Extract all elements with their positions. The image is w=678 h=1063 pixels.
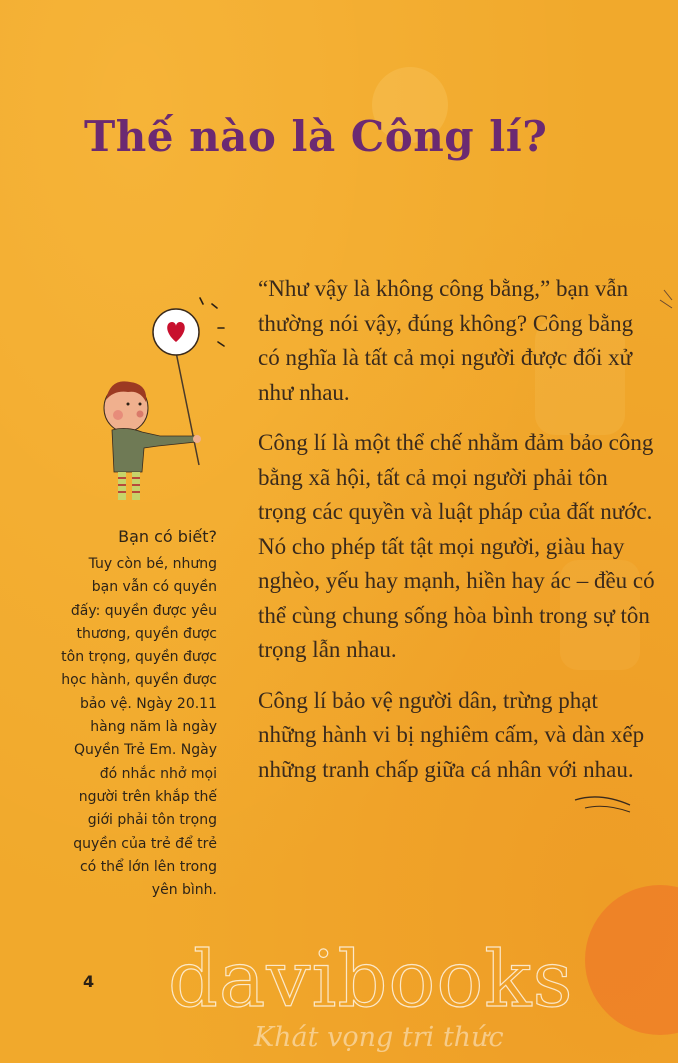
paragraph-intro: “Như vậy là không công bằng,” bạn vẫn thường nói vậy, đúng không? Công bằng có nghĩa là tất cả mọi người được đối xử như nhau.	[258, 276, 634, 405]
paragraph-justice-definition: Công lí là một thể chế nhằm đảm bảo công bằng xã hội, tất cả mọi người phải tôn trọng các quyền và luật pháp của đất nước. Nó cho phép tất tật mọi người, giàu hay nghèo, yếu hay mạnh, hiền hay ác – đều có thể cùng chung sống hòa bình trong sự tôn trọng lẫn nhau.	[258, 430, 655, 662]
child-illustration	[100, 290, 230, 505]
paragraph-justice-role: Công lí bảo vệ người dân, trừng phạt những hành vi bị nghiêm cấm, và dàn xếp những tranh chấp giữa cá nhân với nhau.	[258, 687, 645, 782]
main-text	[258, 272, 658, 803]
page-number: 4	[83, 972, 95, 991]
did-you-know-sidebar	[60, 525, 217, 902]
watermark-tagline: Khát vọng tri thức	[254, 1022, 504, 1053]
sidebar-heading: Bạn có biết?	[118, 527, 217, 546]
watermark-brand: davibooks	[168, 935, 574, 1025]
page-title: Thế nào là Công lí?	[84, 112, 548, 161]
heart-balloon-icon	[153, 309, 199, 355]
sidebar-body: Tuy còn bé, nhưng bạn vẫn có quyền đấy: quyền được yêu thương, quyền được tôn trọng, quyền được học hành, quyền được bảo vệ. Ngày 20.11 hàng năm là ngày Quyền Trẻ Em. Ngày đó nhắc nhở mọi người trên khắp thế giới phải tôn trọng quyền của trẻ để trẻ có thể lớn lên trong yên bình.	[61, 556, 217, 899]
